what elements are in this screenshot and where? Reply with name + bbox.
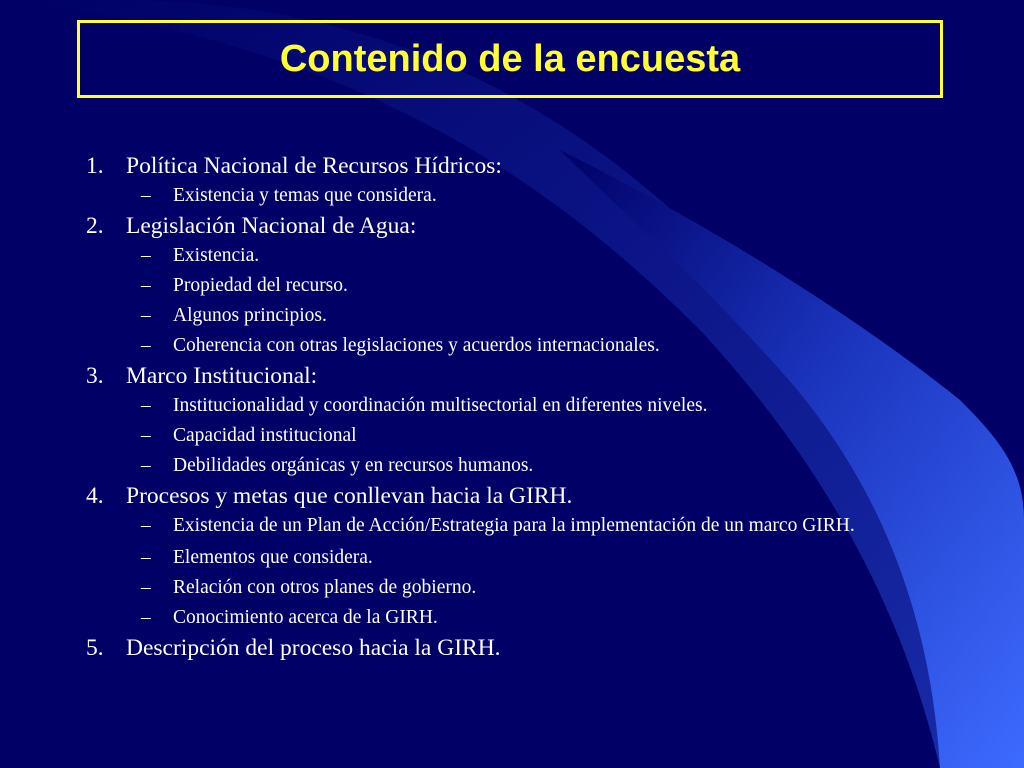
item-number: 3. xyxy=(86,363,104,389)
sub-item-text: Existencia. xyxy=(173,245,260,266)
sub-item-text: Elementos que considera. xyxy=(173,547,373,568)
sub-list xyxy=(84,511,944,633)
title-box xyxy=(77,20,943,98)
outline-list xyxy=(84,151,944,663)
numbered-item xyxy=(84,151,944,181)
sub-item-text: Capacidad institucional xyxy=(173,425,357,446)
dash-bullet: – xyxy=(141,335,151,356)
item-label: Marco Institucional: xyxy=(126,363,318,389)
dash-bullet: – xyxy=(141,245,151,266)
dash-bullet: – xyxy=(141,425,151,446)
sub-item xyxy=(84,181,944,211)
dash-bullet: – xyxy=(141,455,151,476)
numbered-item xyxy=(84,481,944,511)
item-label: Descripción del proceso hacia la GIRH. xyxy=(126,635,501,661)
item-number: 2. xyxy=(86,213,104,239)
sub-item-text: Institucionalidad y coordinación multisectorial en diferentes niveles. xyxy=(173,395,708,416)
section-3 xyxy=(84,361,944,481)
sub-item xyxy=(84,391,944,421)
sub-item xyxy=(84,543,944,573)
sub-item-text: Propiedad del recurso. xyxy=(173,275,348,296)
sub-item xyxy=(84,271,944,301)
sub-item xyxy=(84,241,944,271)
dash-bullet: – xyxy=(141,607,151,628)
sub-item-text: Relación con otros planes de gobierno. xyxy=(173,577,477,598)
sub-item-text: Existencia de un Plan de Acción/Estrategia para la implementación de un marco GIRH. xyxy=(173,515,855,536)
numbered-item xyxy=(84,633,944,663)
sub-item xyxy=(84,301,944,331)
section-5 xyxy=(84,633,944,663)
sub-item xyxy=(84,331,944,361)
numbered-item xyxy=(84,361,944,391)
dash-bullet: – xyxy=(141,577,151,598)
dash-bullet: – xyxy=(141,275,151,296)
section-2 xyxy=(84,211,944,361)
dash-bullet: – xyxy=(141,185,151,206)
item-number: 4. xyxy=(86,483,104,509)
sub-list xyxy=(84,391,944,481)
sub-list xyxy=(84,241,944,361)
sub-item-text: Conocimiento acerca de la GIRH. xyxy=(173,607,438,628)
numbered-item xyxy=(84,211,944,241)
dash-bullet: – xyxy=(141,305,151,326)
sub-item-text: Coherencia con otras legislaciones y acuerdos internacionales. xyxy=(173,335,660,356)
sub-item-text: Debilidades orgánicas y en recursos humanos. xyxy=(173,455,534,476)
sub-item xyxy=(84,603,944,633)
item-label: Legislación Nacional de Agua: xyxy=(126,213,417,239)
dash-bullet: – xyxy=(141,547,151,568)
sub-item xyxy=(84,451,944,481)
item-number: 1. xyxy=(86,153,104,179)
sub-list xyxy=(84,181,944,211)
section-1 xyxy=(84,151,944,211)
sub-item-text: Algunos principios. xyxy=(173,305,327,326)
item-number: 5. xyxy=(86,635,104,661)
slide-title: Contenido de la encuesta xyxy=(279,37,741,80)
item-label: Procesos y metas que conllevan hacia la GIRH. xyxy=(126,483,573,509)
item-label: Política Nacional de Recursos Hídricos: xyxy=(126,153,502,179)
dash-bullet: – xyxy=(141,515,151,536)
sub-item xyxy=(84,573,944,603)
sub-item-text: Existencia y temas que considera. xyxy=(173,185,437,206)
sub-item xyxy=(84,421,944,451)
sub-item xyxy=(84,511,944,543)
dash-bullet: – xyxy=(141,395,151,416)
section-4 xyxy=(84,481,944,633)
